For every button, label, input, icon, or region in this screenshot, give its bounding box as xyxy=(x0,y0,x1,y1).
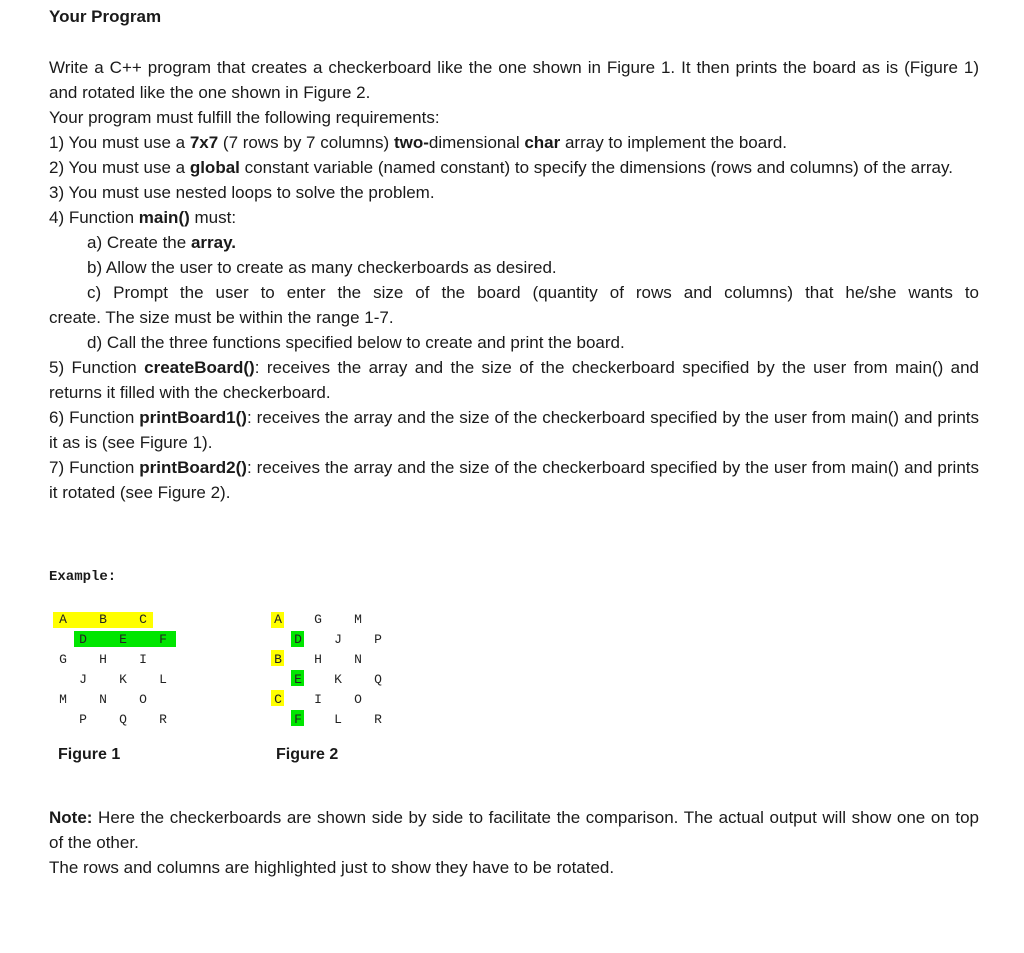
figure1-cell: N xyxy=(99,692,107,707)
example-label: Example: xyxy=(49,569,117,585)
figure1-cell: L xyxy=(159,672,167,687)
figure2-cell: Q xyxy=(374,672,382,687)
figure1-cell: F xyxy=(159,632,167,647)
figure1-cell: I xyxy=(139,652,147,667)
figure2-cell: P xyxy=(374,632,382,647)
figure2-cell: E xyxy=(294,672,302,687)
figure2-cell: D xyxy=(294,632,302,647)
figure1-cell: P xyxy=(79,712,87,727)
figure-2-board xyxy=(268,610,398,730)
requirement-3: 3) You must use nested loops to solve the problem. xyxy=(49,183,435,202)
figure2-cell: N xyxy=(354,652,362,667)
figure1-cell: J xyxy=(79,672,87,687)
figure2-cell: A xyxy=(274,612,282,627)
figure1-cell: C xyxy=(139,612,147,627)
figure2-cell: L xyxy=(334,712,342,727)
figure-1-label: Figure 1 xyxy=(58,746,121,763)
requirements-lead: Your program must fulfill the following requirements: xyxy=(49,108,440,127)
intro-paragraph: Write a C++ program that creates a checkerboard like the one shown in Figure 1. It then prints the board as is (Figure 1) and rotated like the one shown in Figure 2. xyxy=(49,58,979,102)
figure2-cell: F xyxy=(294,712,302,727)
requirement-4a: a) Create the array. xyxy=(87,233,237,252)
requirement-7: 7) Function printBoard2(): receives the array and the size of the checkerboard specified by the user from main() and prints it rotated (see Figure 2). xyxy=(49,458,979,502)
note-text xyxy=(49,805,979,880)
figure-2-label: Figure 2 xyxy=(276,746,339,763)
note-paragraph: Note: Here the checkerboards are shown side by side to facilitate the comparison. The actual output will show one on top of the other. xyxy=(49,808,979,852)
figure1-cell: B xyxy=(99,612,107,627)
figure1-cell: G xyxy=(59,652,67,667)
figure2-cell: M xyxy=(354,612,362,627)
figure2-cell: R xyxy=(374,712,382,727)
figure2-cell: G xyxy=(314,612,322,627)
figure2-cell: O xyxy=(354,692,362,707)
note-highlight-explanation: The rows and columns are highlighted just to show they have to be rotated. xyxy=(49,858,615,877)
requirement-4c: c) Prompt the user to enter the size of the board (quantity of rows and columns) that he/she wants to xyxy=(87,283,979,302)
figure1-cell: A xyxy=(59,612,67,627)
figure1-cell: E xyxy=(119,632,127,647)
figure2-cell: C xyxy=(274,692,282,707)
page-heading: Your Program xyxy=(49,7,162,26)
figure2-cell: I xyxy=(314,692,322,707)
figure1-cell: M xyxy=(59,692,67,707)
requirements-text xyxy=(49,55,979,505)
figure1-cell: D xyxy=(79,632,87,647)
requirement-5: 5) Function createBoard(): receives the array and the size of the checkerboard specified by the user from main() and returns it filled with the checkerboard. xyxy=(49,358,980,402)
figure1-cell: K xyxy=(119,672,127,687)
figure1-cell: O xyxy=(139,692,147,707)
requirement-6: 6) Function printBoard1(): receives the array and the size of the checkerboard specified by the user from main() and prints it as is (see Figure 1). xyxy=(49,408,979,452)
figure-1-board xyxy=(53,610,183,730)
figure2-cell: B xyxy=(274,652,282,667)
requirement-4b: b) Allow the user to create as many checkerboards as desired. xyxy=(87,258,557,277)
requirement-1: 1) You must use a 7x7 (7 rows by 7 columns) two-dimensional char array to implement the board. xyxy=(49,133,788,152)
requirement-4: 4) Function main() must: xyxy=(49,208,237,227)
requirement-2: 2) You must use a global constant variable (named constant) to specify the dimensions (rows and columns) of the array. xyxy=(49,158,953,177)
figure2-cell: J xyxy=(334,632,342,647)
figure1-cell: H xyxy=(99,652,107,667)
figure2-cell: K xyxy=(334,672,342,687)
requirement-4c-cont: create. The size must be within the range 1-7. xyxy=(49,308,394,327)
figure2-cell: H xyxy=(314,652,322,667)
requirement-4d: d) Call the three functions specified below to create and print the board. xyxy=(87,333,625,352)
figure1-cell: Q xyxy=(119,712,127,727)
figure1-cell: R xyxy=(159,712,167,727)
